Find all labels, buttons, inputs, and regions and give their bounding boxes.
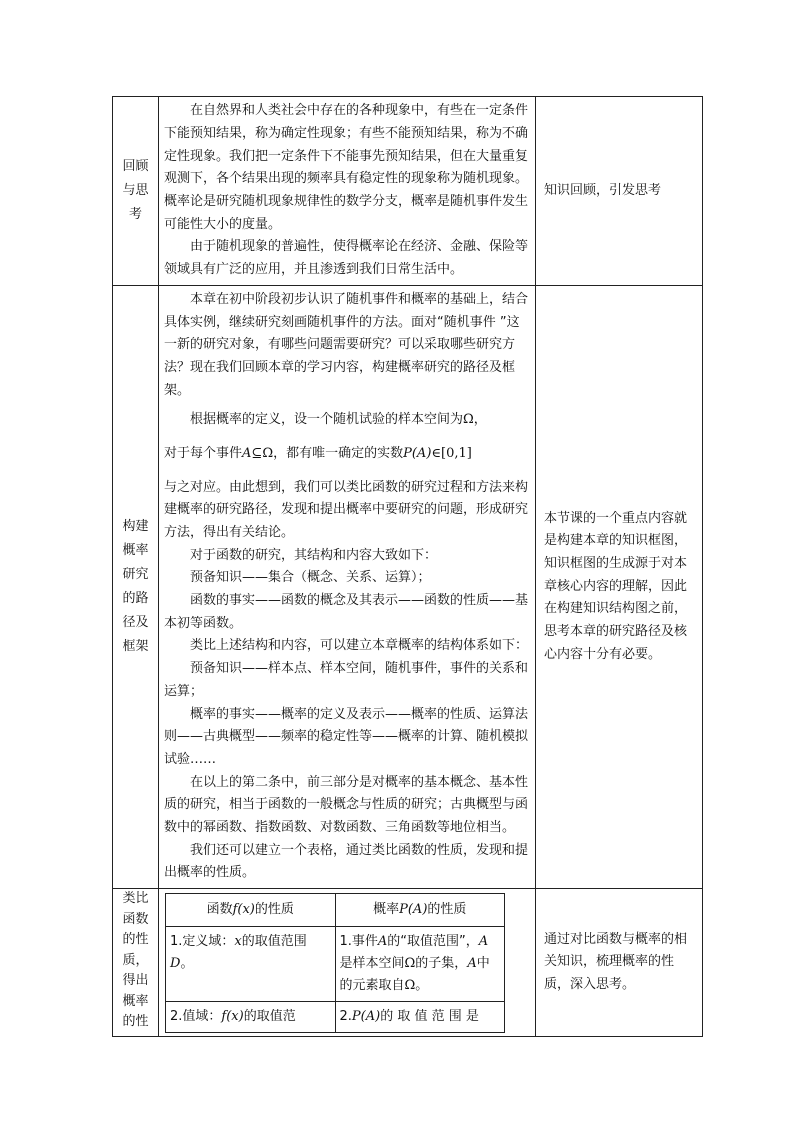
math-pa: P(A) [351,1009,381,1025]
paragraph: 概率的事实——概率的定义及表示——概率的性质、运算法则——古典概型——频率的稳定性等——概率的计算、随机模拟试验…… [164,706,529,767]
paragraph-event-prob [164,437,532,471]
math-interval: [0,1] [441,445,472,461]
paragraph: 类比上述结构和内容，可以建立本章概率的结构体系如下： [190,638,529,654]
math-fx: f(x) [221,1009,244,1025]
math-a: A [467,956,477,972]
note-text: 通过对比函数与概率的相关知识，梳理概率的性质，深入思考。 [544,931,688,993]
text: 。 [415,978,429,994]
math-d: D [170,956,181,972]
note-analogy [536,889,703,1037]
row-label-review [113,97,159,286]
paragraph: 在以上的第二条中，前三部分是对概率的基本概念、基本性质的研究，相当于函数的一般概念与性质的研究；古典概型与函数中的幂函数、指数函数、对数函数、三角函数等地位相当。 [164,774,529,836]
paragraph: 预备知识——样本点、样本空间，随机事件，事件的关系和运算； [164,661,529,699]
analogy-header-row [166,894,505,927]
analogy-table [165,893,505,1033]
math-omega: Ω [262,445,274,461]
paragraph: 我们还可以建立一个表格，通过类比函数的性质，发现和提出概率的性质。 [164,842,529,881]
math-a: A [478,934,489,950]
text: 1.定义域： [170,934,235,950]
text: 的取值范 [243,1009,296,1025]
row-label-text: 类比函数的性质，得出概率的性 [122,891,149,1030]
analogy-row-2 [166,1002,505,1033]
note-framework [536,286,703,889]
math-fx: f(x) [232,902,255,918]
row-framework [113,286,703,889]
text: 。 [180,956,194,972]
text: 的性质 [254,902,294,918]
math-a: A [242,445,252,461]
header-function [166,894,336,927]
note-review [536,97,703,286]
paragraph: 在自然界和人类社会中存在的各种现象中，有些在一定条件下能预知结果，称为确定性现象；有些不能预知结果，称为不确定性现象。我们把一定条件下不能事先预知结果，但在大量重复观测下，各个结果出现的频率具有稳定性的现象称为随机现象。概率论是研究随机现象规律性的数学分支，概率是随机事件发生可能性大小的度量。 [164,103,529,232]
math-omega: Ω [404,978,416,994]
cell-range [166,1002,336,1033]
text: 函数 [206,902,233,918]
math-pa: P(A) [399,902,428,918]
math-omega: Ω [463,411,474,427]
paragraph: 由于随机现象的普遍性，使得概率论在经济、金融、保险等领域具有广泛的应用，并且渗透到我们日常生活中。 [164,239,529,278]
row-label-framework [113,286,159,889]
text: 1.事件 [339,934,378,950]
text: 的子集， [415,956,468,972]
text: ，都有唯一确定的实数 [273,445,404,461]
text: 的性质 [427,902,467,918]
text: 中的元素取自 [339,956,490,994]
text: 概率 [373,902,400,918]
paragraph: 对于函数的研究，其结构和内容大致如下： [190,547,438,563]
math-omega: Ω [404,956,416,972]
row-label-analogy [113,889,159,1037]
cell-domain [166,927,336,1002]
cell-prob-range [335,1002,505,1033]
paragraph: 预备知识——集合（概念、关系、运算）； [190,570,431,586]
content-framework [159,286,536,889]
math-a: A [377,934,388,950]
row-label-text: 回顾与思考 [122,159,149,222]
text: 的“取值范围”， [387,934,479,950]
text: 的取值范围 [241,934,307,950]
content-review [159,97,536,286]
note-text: 本节课的一个重点内容就是构建本章的知识框图，知识框图的生成源于对本章核心内容的理解，因此在构建知识结构图之前，思考本章的研究路径及核心内容十分有必要。 [544,510,688,662]
math-x: x [234,934,242,950]
lesson-table [112,96,703,1037]
text: 是样本空间 [339,956,405,972]
row-analogy [113,889,703,1037]
text: 对于每个事件 [164,445,243,461]
math-pa: P(A) [403,445,432,461]
paragraph-sample-space: 根据概率的定义，设一个随机试验的样本空间为Ω， [190,411,487,427]
header-probability [335,894,505,927]
text: 2. [339,1009,352,1025]
note-text: 知识回顾，引发思考 [544,182,662,198]
row-label-text: 构建概率研究的路径及框架 [122,519,149,655]
paragraph: 函数的事实——函数的概念及其表示——函数的性质——基本初等函数。 [164,593,529,631]
text: 根据概率的定义，设一个随机试验的样本空间为 [190,411,464,427]
cell-event-range [335,927,505,1002]
analogy-row-1 [166,927,505,1002]
text: 的 取 值 范 围 是 [380,1009,479,1025]
math-in: ∈ [431,445,442,461]
paragraph: 与之对应。由此想到，我们可以类比函数的研究过程和方法来构建概率的研究路径，发现和提出概率中要研究的问题，形成研究方法，得出有关结论。 [164,479,529,540]
paragraph: 本章在初中阶段初步认识了随机事件和概率的基础上，结合具体实例，继续研究刻画随机事件的方法。面对“随机事件 ”这一新的研究对象，有哪些问题需要研究？可以采取哪些研究方法？现在我们回顾本章的学习内容，构建概率研究的路径及框架。 [164,292,529,398]
row-review [113,97,703,286]
content-analogy [159,889,536,1037]
text: 2.值域： [170,1009,222,1025]
math-subseteq: ⊆ [251,445,263,461]
